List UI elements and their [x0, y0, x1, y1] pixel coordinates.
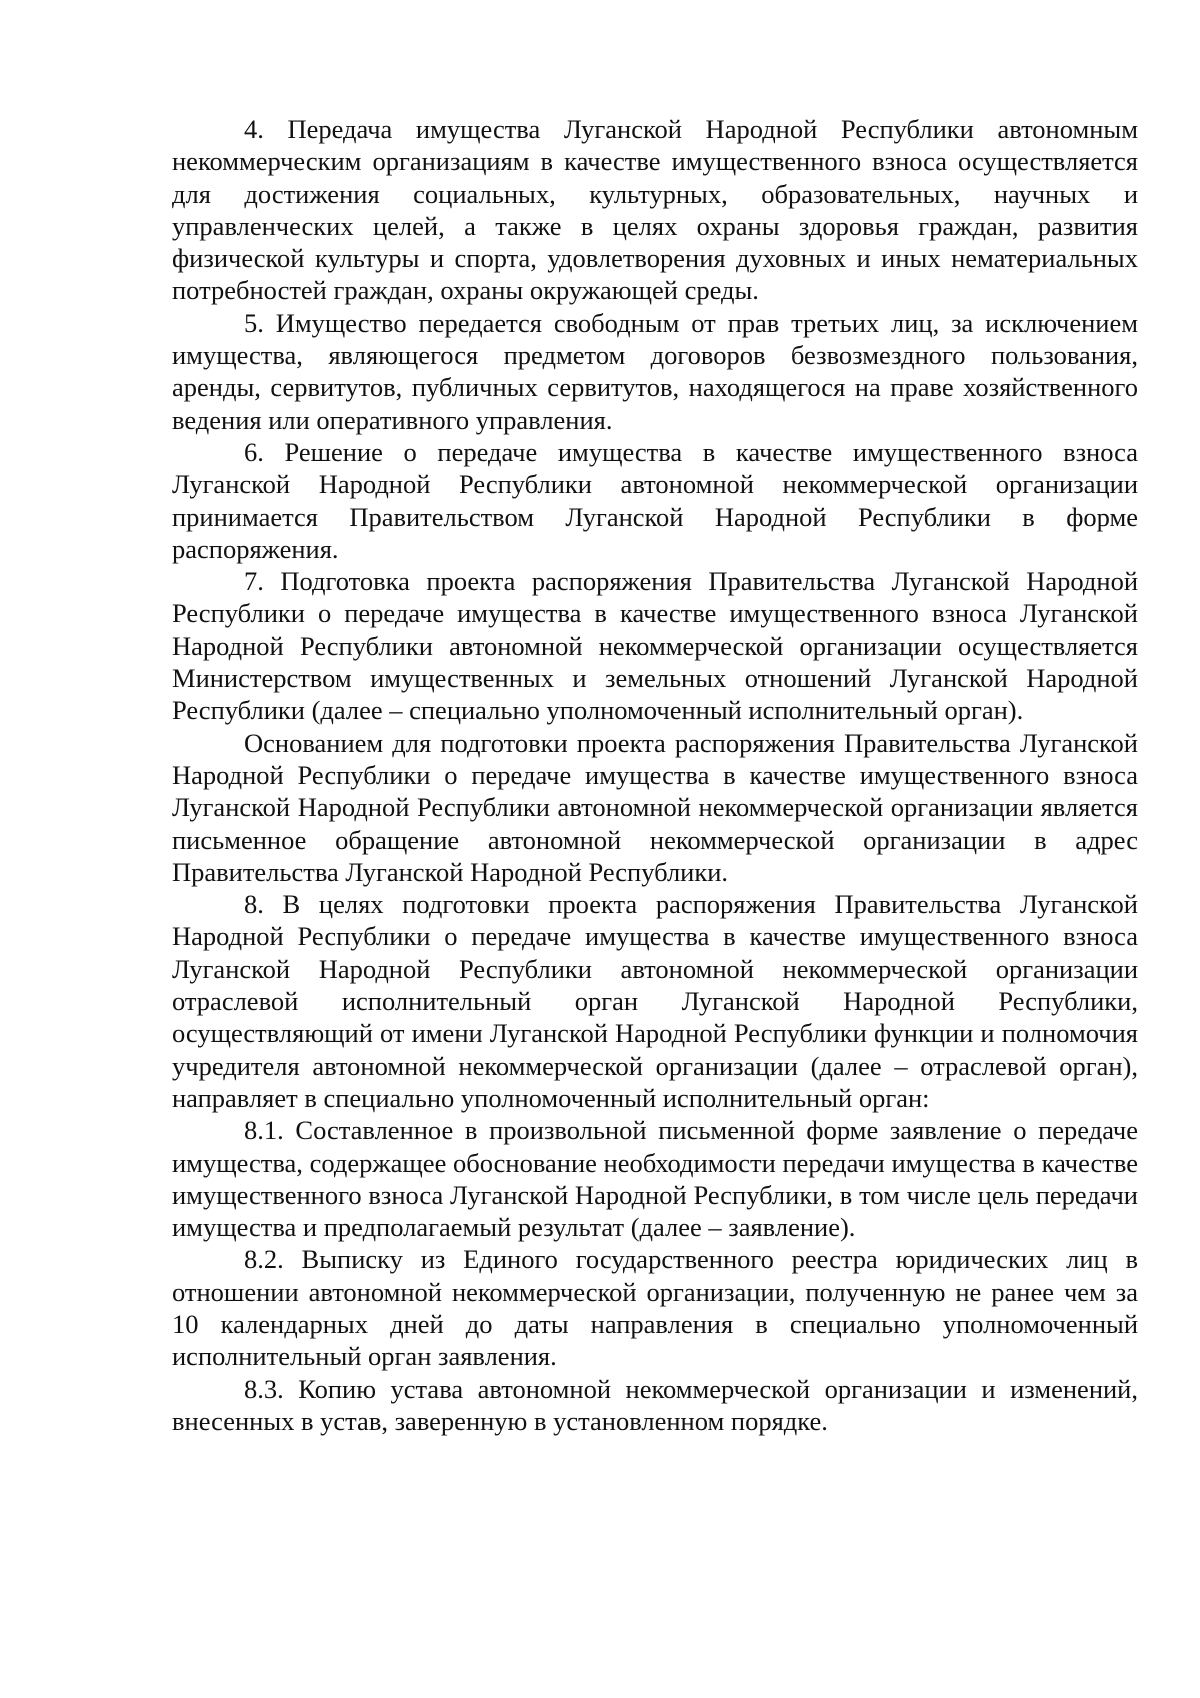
paragraph-item-4: 4. Передача имущества Луганской Народной Республики автономным некоммерческим организациям в качестве имущественного взноса осуществляется для достижения социальных, культурных, образовательных, научных и управленческих целей, а также в целях охраны здоровья граждан, развития физической культуры и спорта, удовлетворения духовных и иных нематериальных потребностей граждан, охраны окружающей среды. — [172, 114, 1138, 306]
paragraph-item-8: 8. В целях подготовки проекта распоряжения Правительства Луганской Народной Республики о передаче имущества в качестве имущественного взноса Луганской Народной Республики автономной некоммерческой организации отраслевой исполнительный орган Луганской Народной Республики, осуществляющий от имени Луганской Народной Республики функции и полномочия учредителя автономной некоммерческой организации (далее – отраслевой орган), направляет в специально уполномоченный исполнительный орган: — [172, 889, 1138, 1113]
paragraph-item-8-2: 8.2. Выписку из Единого государственного реестра юридических лиц в отношении автономной некоммерческой организации, полученную не ранее чем за 10 календарных дней до даты направления в специально уполномоченный исполнительный орган заявления. — [172, 1244, 1138, 1372]
paragraph-item-8-3: 8.3. Копию устава автономной некоммерческой организации и изменений, внесенных в устав, заверенную в установленном порядке. — [172, 1373, 1138, 1436]
paragraph-item-6: 6. Решение о передаче имущества в качестве имущественного взноса Луганской Народной Республики автономной некоммерческой организации принимается Правительством Луганской Народной Республики в форме распоряжения. — [172, 436, 1138, 564]
paragraph-item-7: 7. Подготовка проекта распоряжения Правительства Луганской Народной Республики о передаче имущества в качестве имущественного взноса Луганской Народной Республики автономной некоммерческой организации осуществляется Министерством имущественных и земельных отношений Луганской Народной Республики (далее – специально уполномоченный исполнительный орган). — [172, 566, 1138, 726]
document-body — [172, 113, 1138, 1437]
paragraph-item-8-1: 8.1. Составленное в произвольной письменной форме заявление о передаче имущества, содержащее обоснование необходимости передачи имущества в качестве имущественного взноса Луганской Народной Республики, в том числе цель передачи имущества и предполагаемый результат (далее – заявление). — [172, 1115, 1138, 1243]
paragraph-grounds: Основанием для подготовки проекта распоряжения Правительства Луганской Народной Республики о передаче имущества в качестве имущественного взноса Луганской Народной Республики автономной некоммерческой организации является письменное обращение автономной некоммерческой организации в адрес Правительства Луганской Народной Республики. — [172, 727, 1138, 887]
paragraph-item-5: 5. Имущество передается свободным от прав третьих лиц, за исключением имущества, являющегося предметом договоров безвозмездного пользования, аренды, сервитутов, публичных сервитутов, находящегося на праве хозяйственного ведения или оперативного управления. — [172, 307, 1138, 435]
